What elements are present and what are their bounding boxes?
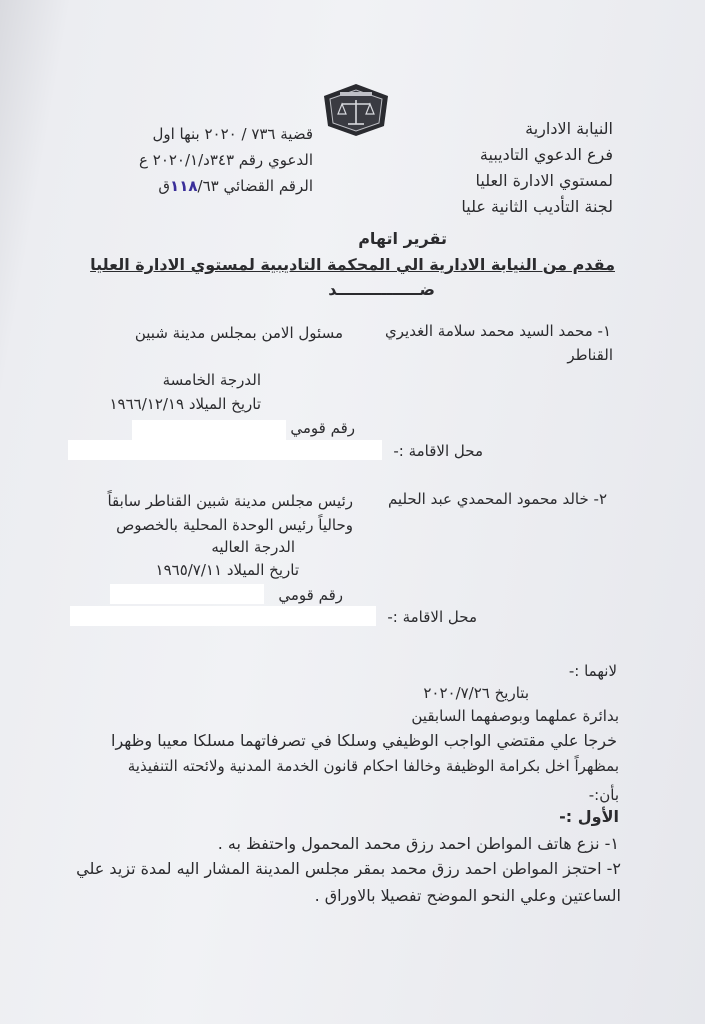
header-authority: النيابة الادارية <box>525 119 613 138</box>
charge-item-2-line1: ٢- احتجز المواطن احمد رزق محمد بمقر مجلس المدينة المشار اليه لمدة تزيد علي <box>76 859 621 878</box>
charge-item-1: ١- نزع هاتف المواطن احمد رزق محمد المحمول واحتفظ به . <box>217 834 619 853</box>
redacted-national-id-2 <box>110 584 264 604</box>
accused1-birth: تاريخ الميلاد ١٩٦٦/١٢/١٩ <box>109 395 261 413</box>
charge-item-2-line2: الساعتين وعلي النحو الموضح تفصيلا بالاوراق . <box>314 886 621 905</box>
accused2-national-id-label: رقم قومي <box>278 586 343 604</box>
accused1-name: ١- محمد السيد محمد سلامة الغديري <box>385 322 611 340</box>
handwritten-number: ١١٨ <box>170 177 198 195</box>
redacted-residence-2 <box>70 606 376 626</box>
report-title: تقرير اتهام <box>358 229 447 248</box>
scope-text: بدائرة عملهما وبوصفهما السابقين <box>411 707 619 725</box>
judicial-prefix: الرقم القضائي <box>223 177 313 195</box>
accused1-residence-label: محل الاقامة :- <box>393 442 483 460</box>
accused1-job-cont: القناطر <box>567 346 613 364</box>
accused1-job: مسئول الامن بمجلس مدينة شبين <box>134 324 343 342</box>
first-accused-heading: الأول :- <box>559 807 619 826</box>
report-subtitle: مقدم من النيابة الادارية الي المحكمة التاديبية لمستوي الادارة العليا <box>90 255 615 274</box>
lawsuit-number: الدعوي رقم ٣٤٣د/٢٠٢٠/١ ع <box>139 151 313 169</box>
accused2-job-cont: وحالياً رئيس الوحدة المحلية بالخصوص <box>116 516 353 534</box>
redacted-residence-1 <box>68 440 382 460</box>
accused2-job: رئيس مجلس مدينة شبين القناطر سابقاً <box>107 492 353 510</box>
charge-paragraph-line2: بمظهراً اخل بكرامة الوظيفة وخالفا احكام قانون الخدمة المدنية ولائحته التنفيذية <box>127 757 619 775</box>
that-label: بأن:- <box>588 786 619 804</box>
administrative-prosecution-emblem-icon <box>320 82 392 138</box>
accused1-national-id-label: رقم قومي <box>290 419 355 437</box>
incident-date: بتاريخ ٢٠٢٠/٧/٢٦ <box>423 684 529 702</box>
accused2-birth: تاريخ الميلاد ١٩٦٥/٧/١١ <box>155 561 299 579</box>
judicial-number <box>158 177 313 195</box>
accused1-grade: الدرجة الخامسة <box>162 371 261 389</box>
redacted-national-id-1 <box>132 420 286 440</box>
case-number: قضية ٧٣٦ / ٢٠٢٠ بنها اول <box>152 125 313 143</box>
header-branch: فرع الدعوي التاديبية <box>479 145 613 164</box>
header-committee: لجنة التأديب الثانية عليا <box>461 197 613 216</box>
judicial-suffix: /٦٣ق <box>158 177 219 195</box>
charge-paragraph-line1: خرجا علي مقتضي الواجب الوظيفي وسلكا في تصرفاتهما مسلكا معيبا وظهرا <box>111 731 617 750</box>
accused2-residence-label: محل الاقامة :- <box>387 608 477 626</box>
against-label: ضـــــــــــــــد <box>328 280 435 299</box>
accused2-name: ٢- خالد محمود المحمدي عبد الحليم <box>387 490 607 508</box>
because-label: لانهما :- <box>568 662 617 680</box>
accused2-grade: الدرجة العاليه <box>211 538 295 556</box>
header-level: لمستوي الادارة العليا <box>475 171 613 190</box>
